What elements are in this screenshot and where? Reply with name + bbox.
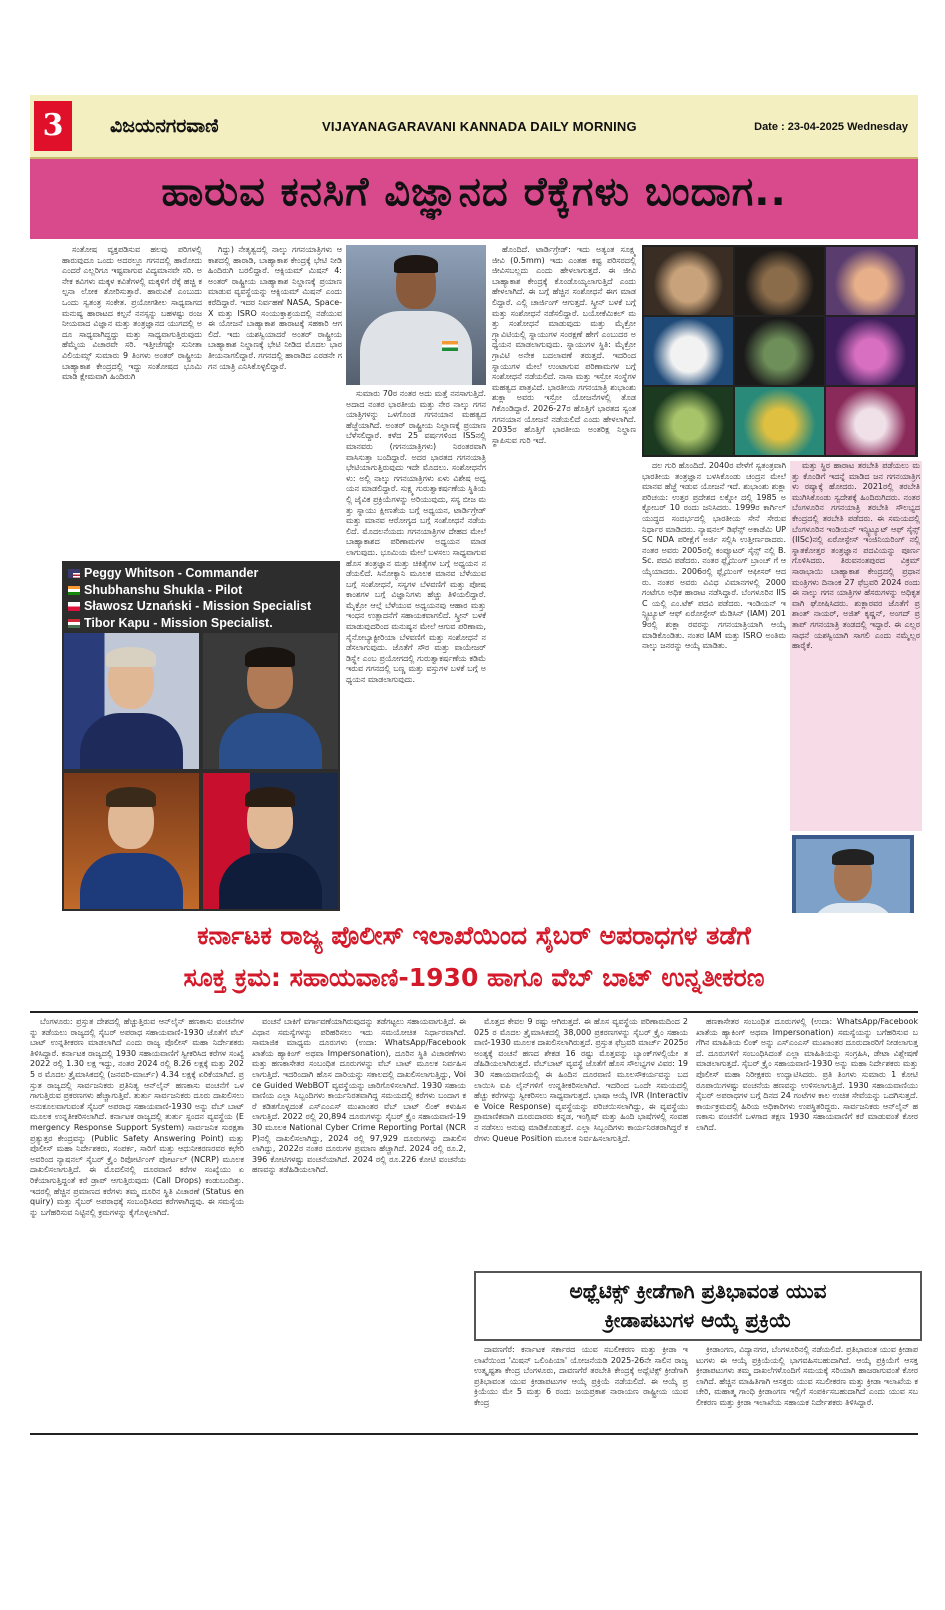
- story3-column-2: [696, 1345, 918, 1429]
- hungary-flag-icon: [68, 619, 80, 628]
- brand-english: VIJAYANAGARAVANI KANNADA DAILY MORNING: [322, 119, 637, 134]
- astronaut-photo: [346, 245, 486, 385]
- crew-photo-kapu: [203, 773, 338, 909]
- tardigrade-image: [735, 387, 824, 455]
- story1-col4-text: ಹೊಂದಿದೆ. ಟಾರ್ಡಿಗ್ರೇಡ್: ಇದು ಅತ್ಯಂತ ಸೂಕ್ಷ್ಮ ಜೀವಿ (0.5mm) ಇದು ಎಂತಹ ಕಷ್ಟ ಪರಿಸರದಲ್ಲಿ ಜೀವಿಸಬಲ್ಲದು ಎಂದು ಹೇಳಲಾಗುತ್ತದೆ. ಈ ಜೀವಿ ಬಾಹ್ಯಾಕಾಶ ಕೇಂದ್ರಕ್ಕೆ ಕೊಂಡೊಯ್ಯಲಾಗುತ್ತಿದೆ ಎಂದು ಹೇಳಲಾಗಿದೆ. ಈ ಬಗ್ಗೆ ಹೆಚ್ಚಿನ ಸಂಶೋಧನೆ ಈಗ ಮಾಡಲಿದ್ದಾರೆ. ಎಲ್ಲಿ ಚಾರ್ಜಿಂಗ್ ಆಗುತ್ತದೆ. ಸ್ಕ್ರೀನ್ ಬಳಕೆ ಬಗ್ಗೆ ಮತ್ತು ಸಂಶೋಧನೆ ನಡೆಸಲಿದ್ದಾರೆ. ಬಯೋಕೆಮಿಕಲ್ ಮತ್ತು ಸಂಶೋಧನೆ ಮಾಡುವುದು ಮತ್ತು ಮೈಕ್ರೋ ಗ್ರ್ಯಾವಿಟಿಯಲ್ಲಿ ಸ್ನಾಯುಗಳ ಸಂರಕ್ಷಣೆ ಹೇಗೆ ಎಂಬುದರ ಅಧ್ಯಯನ ಮಾಡಲಾಗುವುದು. ಸ್ನಾಯುಗಳ ಸ್ಥಿತಿ: ಮೈಕ್ರೋ ಗ್ರಾವಿಟಿ ಅನೇಕ ಬದಲಾವಣೆ ತರುತ್ತದೆ. ಇದರಿಂದ ಸ್ನಾಯುಗಳ ಮೇಲೆ ಉಂಟಾಗುವ ಪರಿಣಾಮಗಳ ಬಗ್ಗೆ ಸಂಶೋಧನೆ ನಡೆಯಲಿದೆ. ನಾಸಾ ಮತ್ತು ಇಸ್ರೋ ಸಂಸ್ಥೆಗಳ ಮಹತ್ವದ ಪಾತ್ರವಿದೆ. ಭಾರತೀಯ ಗಗನಯಾತ್ರಿ ಶುಭಾಂಶು ಶುಕ್ಲಾ ಅವರು ಇಸ್ರೋ ಯೋಜನೆಗಳಲ್ಲಿ ತೊಡಗಿಕೊಂಡಿದ್ದಾರೆ. 2026-27ರ ಹೊತ್ತಿಗೆ ಭಾರತದ ಸ್ವಂತ ಗಗನಯಾನ ಯೋಜನೆ ನಡೆಯಲಿದೆ ಎಂದು ಹೇಳಲಾಗಿದೆ. 2035ರ ಹೊತ್ತಿಗೆ ಭಾರತೀಯ ಅಂತರಿಕ್ಷ ನಿಲ್ದಾಣ ಸ್ಥಾಪಿಸುವ ಗುರಿ ಇದೆ.: [492, 245, 636, 445]
- crew-photos: [64, 633, 338, 909]
- story2-col2-text: ವಂಚನೆ ಬಾಕಿಗೆ ವರ್ಗಾವಣೆಯಾಗಿರುವುದನ್ನು ತಡೆಗಟ್ಟಲು ಸಹಾಯವಾಗುತ್ತಿದೆ. ಈ ವಿಧಾನ ಸಮಸ್ಯೆಗಳನ್ನು ಪರಿಹರಿಸಲು ಇದು ಸಮಯೋಚಿತ ನಿರ್ಧಾರವಾಗಿದೆ. ಸಾಮಾಜಿಕ ಮಾಧ್ಯಮ ದೂರುಗಳು (ಉದಾ: WhatsApp/Facebook ಖಾತೆಯ ಹ್ಯಾಕಿಂಗ್ ಅಥವಾ Impersonation), ದೂರಿನ ಸ್ಥಿತಿ ವಿಚಾರಣೆಗಳು ಮತ್ತು ಹಣಕಾಸೇತರ ಸಂಬಂಧಿತ ದೂರುಗಳನ್ನು ವೆಬ್ ಬಾಟ್ ಮೂಲಕ ನಿರ್ವಹಿಸಲಾಗುತ್ತಿದೆ. ಇದರಿಂದಾಗಿ ಹೊಸ ದಾರಿಯನ್ನು ಸಕಾಲದಲ್ಲಿ ದಾಖಲಿಸಲಾಗುತ್ತಿದ್ದು, Voice Guided WebBOT ವ್ಯವಸ್ಥೆಯನ್ನು ಜಾರಿಗೊಳಿಸಲಾಗಿದೆ. 1930 ಸಹಾಯವಾಣಿಯ ಎಲ್ಲಾ ಸಿಬ್ಬಂದಿಗಳು ಕಾರ್ಯನಿರತವಾಗಿದ್ದ ಸಮಯದಲ್ಲಿ ಕರೆಗಳು ಬಂದಾಗ ಕರೆ ಕಡಿತಗೊಳ್ಳದಂತೆ ಎಸ್‌ಎಂಎಸ್ ಮುಖಾಂತರ ವೆಬ್ ಬಾಟ್ ಲಿಂಕ್ ಕಳುಹಿಸಲಾಗುತ್ತಿದೆ. 2022 ರಲ್ಲಿ 20,894 ದೂರುಗಳನ್ನು ಸೈಬರ್ ಕ್ರೈಂ ಸಹಾಯವಾಣಿ-1930 ಮೂಲಕ National Cyber Crime Reporting Portal (NCRP)ನಲ್ಲಿ ದಾಖಲಿಸಲಾಗಿದ್ದು, 2024 ರಲ್ಲಿ 97,929 ದೂರುಗಳನ್ನು ದಾಖಲಿಸಲಾಗಿದ್ದು, 2022ರ ನಂತರ ದೂರುಗಳ ಪ್ರಮಾಣ ಹೆಚ್ಚಾಗಿದೆ. 2024 ರಲ್ಲಿ ರೂ.2,396 ಕೋಟಿಗಳಷ್ಟು ವಂಚನೆಯಾಗಿದೆ. 2024 ರಲ್ಲಿ ರೂ.226 ಕೋಟಿ ವಂಚನೆಯ ಹಣವನ್ನು ತಡೆಹಿಡಿಯಲಾಗಿದೆ.: [252, 1017, 466, 1175]
- story1-col3-text: ಸುಮಾರು 70ರ ನಂತರ ಅದು ಮತ್ತೆ ನನಸಾಗುತ್ತಿದೆ. ಅದಾದ ನಂತರ ಭಾರತೀಯ ಮತ್ತು ನೇರ ನಾಲ್ಕು ಗಗನಯಾತ್ರಿಗಳನ್ನು ಒಳಗೊಂಡ ಗಗನಯಾನ ಮಹತ್ವದ ಹೆಜ್ಜೆಯಾಗಿದೆ. ಅಂತರ್ ರಾಷ್ಟ್ರೀಯ ನಿಲ್ದಾಣಕ್ಕೆ ಪ್ರಯಾಣ ಬೆಳೆಸಲಿದ್ದಾರೆ. ಕಳೆದ 25 ವರ್ಷಗಳಿಂದ ISSನಲ್ಲಿ ಮಾನವರು (ಗಗನಯಾತ್ರಿಗಳು) ನಿರಂತರವಾಗಿ ವಾಸಿಸುತ್ತಾ ಬಂದಿದ್ದಾರೆ. ಅದರ ಭಾರತದ ಗಗನಯಾತ್ರಿ ಭೇಟಿಯಾಗುತ್ತಿರುವುದು ಇದೇ ಮೊದಲು. ಸಂಶೋಧನೆಗಳು: ಅಲ್ಲಿ ನಾಲ್ಕು ಗಗನಯಾತ್ರಿಗಳು ಏಳು ವಿಶೇಷ ಅಧ್ಯಯನ ಮಾಡಲಿದ್ದಾರೆ. ಸುಕ್ಷ್ಮ ಗುರುತ್ವಾಕರ್ಷಣೆಯ ಸ್ಥಿತಿಯಲ್ಲಿ ಜೈವಿಕ ಪ್ರಕ್ರಿಯೆಗಳನ್ನು ಅರಿಯುವುದು, ಸಸ್ಯ ಬೀಜ ಮತ್ತು ಸ್ನಾಯು ಕ್ಷೀಣತೆಯ ಬಗ್ಗೆ ಅಧ್ಯಯನ, ಟಾರ್ಡಿಗ್ರೇಡ್ ಮತ್ತು ಮಾನವ ಆರೋಗ್ಯದ ಬಗ್ಗೆ ಸಂಶೋಧನೆ ನಡೆಯಲಿದೆ. ಮೊದಲನೆಯದು ಗಗನಯಾತ್ರಿಗಳ ದೇಹದ ಮೇಲೆ ಬಾಹ್ಯಾಕಾಶದ ಪರಿಣಾಮಗಳ ಅಧ್ಯಯನ ಮಾಡಲಾಗುವುದು. ಭೂಮಿಯ ಮೇಲೆ ಬಳಸಲು ಸಾಧ್ಯವಾಗುವ ಹೊಸ ತಂತ್ರಜ್ಞಾನ ಮತ್ತು ಚಿಕಿತ್ಸೆಗಳ ಬಗ್ಗೆ ಅಧ್ಯಯನ ನಡೆಯಲಿದೆ. ಸಿನೋಕ್ಯಾನಿ ಮೂಲಕ ಮಾನವ ಬೆಳೆಯುವ ಬಗ್ಗೆ ಸಂಶೋಧನೆ, ಸಸ್ಯಗಳ ಬೆಳವಣಿಗೆ ಮತ್ತು ಪೋಷಕಾಂಶಗಳ ಬಗ್ಗೆ ವಿಜ್ಞಾನಿಗಳು ಹೆಚ್ಚು ತಿಳಿಯಲಿದ್ದಾರೆ. ಮೈಕ್ರೋ ಆಲ್ಗೆ ಬೆಳೆಯುವ ಅಧ್ಯಯನವು ಆಹಾರ ಮತ್ತು ಇಂಧನ ಉತ್ಪಾದನೆಗೆ ಸಹಾಯಕವಾಗಲಿದೆ. ಸ್ಕ್ರೀನ್ ಬಳಕೆ ಮಾಡುವುದರಿಂದ ಮನುಷ್ಯನ ಮೇಲೆ ಆಗುವ ಪರಿಣಾಮ, ಸೈನೋಬ್ಯಾಕ್ಟೀರಿಯಾ ಬೆಳವಣಿಗೆ ಮತ್ತು ಸಂಶೋಧನೆ ನಡೆಸಲಾಗುವುದು. ಜೊತೆಗೆ ಸೌರ ಮತ್ತು ವಾಯೇಜರ್ ಡಿಸ್ಪ್ಲೇ ಎಂಬ ಪ್ರಯೋಗದಲ್ಲಿ ಗುರುತ್ವಾಕರ್ಷಣೆಯ ಕಡಿಮೆ ಇರುವ ಗಗನದಲ್ಲಿ ಬಣ್ಣ ಮತ್ತು ವಸ್ತುಗಳ ಬಳಕೆ ಬಗ್ಗೆ ಅಧ್ಯಯನ ಮಾಡಲಾಗುವುದು.: [346, 389, 486, 685]
- crew-item: Tibor Kapu - Mission Specialist.: [68, 615, 338, 632]
- story1-col1-text: ಸಂತೋಷ ವ್ಯಕ್ತಪಡಿಸುವ ಹಲವು ಪರಿಗಳಲ್ಲಿ ಹಾರುವುದೂ ಒಂದು ಅದರಲ್ಲೂ ಗಗನದಲ್ಲಿ ಹಾರೋದು ಎಂದರೆ ಎಲ್ಲರಿಗೂ ಇಷ್ಟವಾಗುವ ವಿದ್ಯಮಾನವೇ ಸರಿ. ಅನೇಕ ಕವಿಗಳು ಮಕ್ಕಳ ಕವಿತೆಗಳಲ್ಲಿ ಮಕ್ಕಳಿಗೆ ರೆಕ್ಕೆ ಹಚ್ಚಿ ಕಲ್ಪನಾ ಲೋಕ ತೋರಿಸುತ್ತಾರೆ. ಹಾರುವಿಕೆ ಎಂಬುದು ಒಂದು ಸ್ವತಂತ್ರ ಸಂಕೇತ. ಪ್ರಯೋಗಶೀಲ ಸಾಧ್ಯವಾಗದ ಮನುಷ್ಯ ಹಾರಾಟದ ಕಲ್ಪನೆ ನನಸ್ಸನ್ನು ಬಹಳಷ್ಟು ರಂಜನೀಯವಾದ ವಿಜ್ಞಾನ ಮತ್ತು ತಂತ್ರಜ್ಞಾನದ ಯುಗದಲ್ಲಿ ಅದೂ ಸಾಧ್ಯವಾಗಿದ್ದದ್ದು ಮತ್ತು ಸಾಧ್ಯವಾಗುತ್ತಿರುವುದು ಹೆಮ್ಮೆಯ ವಿಚಾರವೇ ಸರಿ. ಇತ್ತೀಚೆಗಷ್ಟೇ ಸುನೀತಾ ವಿಲಿಯಮ್ಸ್ ಸುಮಾರು 9 ತಿಂಗಳು ಅಂತರ್ ರಾಷ್ಟ್ರೀಯ ಬಾಹ್ಯಾಕಾಶ ಕೇಂದ್ರದಲ್ಲಿ ಇದ್ದು ಸಂತೋಷದ ಭೂಮಿ ಮಾಡಿ ಕ್ಷೇಮವಾಗಿ ಹಿಂದಿರುಗಿ: [62, 245, 202, 382]
- tardigrade-image: [826, 387, 915, 455]
- usa-flag-icon: [68, 569, 80, 578]
- story2-headline-block: [30, 913, 918, 1009]
- story3-column-1: [474, 1345, 688, 1429]
- poland-flag-icon: [68, 602, 80, 611]
- story3-col2-text: ಕ್ರೀಡಾಂಗಣ, ವಿದ್ಯಾನಗರ, ಬೆಂಗಳೂರಿನಲ್ಲಿ ನಡೆಯಲಿದೆ. ಪ್ರತಿಭಾವಂತ ಯುವ ಕ್ರೀಡಾಪಟುಗಳು ಈ ಆಯ್ಕೆ ಪ್ರಕ್ರಿಯೆಯಲ್ಲಿ ಭಾಗವಹಿಸಬಹುದಾಗಿದೆ. ಆಯ್ಕೆ ಪ್ರಕ್ರಿಯೆಗೆ ಆಸಕ್ತ ಕ್ರೀಡಾಪಟುಗಳು ತಮ್ಮ ದಾಖಲೆಗಳೊಂದಿಗೆ ಸಮಯಕ್ಕೆ ಸರಿಯಾಗಿ ಹಾಜರಾಗುವಂತೆ ಕೋರಲಾಗಿದೆ. ಹೆಚ್ಚಿನ ಮಾಹಿತಿಗಾಗಿ ಆಸಕ್ತರು ಯುವ ಸಬಲೀಕರಣ ಮತ್ತು ಕ್ರೀಡಾ ಇಲಾಖೆಯ ಕಚೇರಿ, ಮಹಾತ್ಮ ಗಾಂಧಿ ಕ್ರೀಡಾಂಗಣ ಇಲ್ಲಿಗೆ ಸಂಪರ್ಕಿಸಬಹುದಾಗಿದೆ ಎಂದು ಯುವ ಸಬಲೀಕರಣ ಮತ್ತು ಕ್ರೀಡಾ ಇಲಾಖೆಯ ಸಹಾಯಕ ನಿರ್ದೇಶಕರು ತಿಳಿಸಿದ್ದಾರೆ.: [696, 1345, 918, 1407]
- edition-date: Date : 23-04-2025 Wednesday: [754, 121, 908, 133]
- story1-col5-text: ದಲ ಗುರಿ ಹೊಂದಿದೆ. 2040ರ ವೇಳೆಗೆ ಸ್ವತಂತ್ರವಾಗಿ ಭಾರತೀಯ ತಂತ್ರಜ್ಞಾನ ಬಳಸಿಕೊಂಡು ಚಂದ್ರನ ಮೇಲೆ ಮಾನವ ಹೆಜ್ಜೆ ಇಡುವ ಯೋಜನೆ ಇದೆ. ಶುಭಾಂಶು ಶುಕ್ಲಾ ಪರಿಚಯ: ಉತ್ತರ ಪ್ರದೇಶದ ಲಕ್ನೋ ದಲ್ಲಿ 1985 ಅಕ್ಟೋಬರ್ 10 ರಂದು ಜನಿಸಿದರು. 1999ರ ಕಾರ್ಗಿಲ್ ಯುದ್ಧದ ಸಂದರ್ಭದಲ್ಲಿ ಭಾರತೀಯ ಸೇನೆ ಸೇರುವ ನಿರ್ಧಾರ ಮಾಡಿದರು. ನ್ಯಾಷನಲ್ ಡಿಫೆನ್ಸ್ ಅಕಾಡೆಮಿ UPSC NDA ಪರೀಕ್ಷೆಗೆ ಅರ್ಜಿ ಸಲ್ಲಿಸಿ ಉತ್ತೀರ್ಣರಾದರು. ನಂತರ ಅವರು 2005ರಲ್ಲಿ ಕಂಪ್ಯೂಟರ್ ಸೈನ್ಸ್ ನಲ್ಲಿ B.Sc. ಪದವಿ ಪಡೆದರು. ನಂತರ ಫ್ಲೈಯಿಂಗ್ ಬ್ರಾಂಚ್ ಗೆ ಆಯ್ಕೆಯಾದರು. 2006ರಲ್ಲಿ ಫ್ಲೈಯಿಂಗ್ ಆಫೀಸರ್ ಆದರು. ನಂತರ ಅವರು ವಿವಿಧ ವಿಮಾನಗಳಲ್ಲಿ 2000ಗಂಟೆಗೂ ಅಧಿಕ ಹಾರಾಟ ನಡೆಸಿದ್ದಾರೆ. ಬೆಂಗಳೂರಿನ IISC ಯಲ್ಲಿ ಎಂ.ಟೆಕ್ ಪದವಿ ಪಡೆದರು. ಇಂಡಿಯನ್ ಇನ್ಸ್ಟಿಟ್ಯೂಟ್ ಆಫ್ ಏರೋಸ್ಪೇಸ್ ಮೆಡಿಸಿನ್ (IAM) 2019ರಲ್ಲಿ ಶುಕ್ಲಾ ರವರನ್ನು ಗಗನಯಾತ್ರಿಯಾಗಿ ಆಯ್ಕೆ ಮಾಡಿಕೊಂಡಿತು. ನಂತರ IAM ಮತ್ತು ISRO ಅಂತಿಮ ನಾಲ್ಕು ಜನರನ್ನು ಆಯ್ಕೆ ಮಾಡಿತು.: [642, 461, 786, 651]
- story2-col1-text: ಬೆಂಗಳೂರು: ಪ್ರಸ್ತುತ ದೇಶದಲ್ಲಿ ಹೆಚ್ಚುತ್ತಿರುವ ಆನ್‌ಲೈನ್ ಹಣಕಾಸು ವಂಚನೆಗಳನ್ನು ತಡೆಯಲು ರಾಜ್ಯದಲ್ಲಿ ಸೈಬರ್ ಅಪರಾಧ ಸಹಾಯವಾಣಿ-1930 ಜೊತೆಗೆ ವೆಬ್ ಬಾಟ್ ಉನ್ನತೀಕರಣ ಮಾಡಲಾಗಿದೆ ಎಂದು ರಾಜ್ಯ ಪೊಲೀಸ್ ಮಹಾ ನಿರ್ದೇಶಕರು ತಿಳಿಸಿದ್ದಾರೆ. ಕರ್ನಾಟಕ ರಾಜ್ಯದಲ್ಲಿ 1930 ಸಹಾಯವಾಣಿಗೆ ಸ್ವೀಕರಿಸಿದ ಕರೆಗಳ ಸಂಖ್ಯೆ 2022 ರಲ್ಲಿ 1.30 ಲಕ್ಷ ಇದ್ದು, ನಂತರ 2024 ರಲ್ಲಿ 8.26 ಲಕ್ಷಕ್ಕೆ ಮತ್ತು 2025 ರ ಮೊದಲ ತ್ರೈಮಾಸಿಕದಲ್ಲಿ (ಜನವರಿ-ಮಾರ್ಚ್) 4.34 ಲಕ್ಷಕ್ಕೆ ಏರಿಕೆಯಾಗಿದೆ. ಪ್ರಸ್ತುತ ರಾಜ್ಯದಲ್ಲಿ ಸಾರ್ವಜನಿಕರು ಪ್ರತಿನಿತ್ಯ ಆನ್‌ಲೈನ್ ಹಣಕಾಸು ವಂಚನೆಗೆ ಒಳಗಾಗುತ್ತಿರುವ ಪ್ರಕರಣಗಳು ಹೆಚ್ಚಾಗುತ್ತಿವೆ. ತುರ್ತು ಸಾರ್ವಜನಿಕರು ದೂರು ದಾಖಲಿಸಲು ಅನುಕೂಲವಾಗುವಂತೆ ಸೈಬರ್ ಅಪರಾಧ ಸಹಾಯವಾಣಿ-1930 ಅನ್ನು ವೆಬ್ ಬಾಟ್ ಮೂಲಕ ಉನ್ನತೀಕರಿಸಲಾಗಿದೆ. ಕರ್ನಾಟಕ ರಾಜ್ಯದಲ್ಲಿ ತುರ್ತು ಸ್ಪಂದನ ವ್ಯವಸ್ಥೆಯ (Emergency Response Support System) ಸಾರ್ವಜನಿಕ ಸುರಕ್ಷತಾ ಪ್ರತ್ಯುತ್ತರ ಕೇಂದ್ರವನ್ನು (Public Safety Answering Point) ಮತ್ತು ಪೊಲೀಸ್ ಮಹಾ ನಿರ್ದೇಶಕರು, ಸಂಪರ್ಕ, ಸಾರಿಗೆ ಮತ್ತು ಆಧುನೀಕರಣರವರ ಕಛೇರಿ ಅವರಿಂದ ನ್ಯಾಷನಲ್ ಸೈಬರ್ ಕ್ರೈಂ ರಿಪೋರ್ಟಿಂಗ್ ಪೋರ್ಟಲ್ (NCRP) ಮೂಲಕ ದಾಖಲಿಸಲಾಗುತ್ತಿದೆ. ಈ ಮೊದಲಿನಲ್ಲಿ ದೂರವಾಣಿ ಕರೆಗಳ ಸಂಖ್ಯೆಯು ಏರಿಕೆಯಾಗುತ್ತಿದ್ದಂತೆ ಕರೆ ಡ್ರಾಪ್ ಆಗುತ್ತಿರುವುದು (Call Drops) ಕಂಡುಬಂದಿತ್ತು. ಇದರಲ್ಲಿ ಹೆಚ್ಚಿನ ಪ್ರಮಾಣದ ಕರೆಗಳು ತಮ್ಮ ದೂರಿನ ಸ್ಥಿತಿ ವಿಚಾರಣೆ (Status enquiry) ಮತ್ತು ಸೈಬರ್ ಅಪರಾಧಕ್ಕೆ ಸಂಬಂಧಿಸಿರದ ಕರೆಗಳಾಗಿದ್ದವು. ಈ ಸಮಸ್ಯೆಯನ್ನು ಬಗೆಹರಿಸುವ ನಿಟ್ಟಿನಲ್ಲಿ ಕ್ರಮಗಳನ್ನು ಕೈಗೊಳ್ಳಲಾಗಿದೆ.: [30, 1017, 244, 1217]
- story1-column-4: [492, 245, 636, 909]
- story1-col6-text: ಮತ್ತು ಸ್ಥಿರ ಹಾರಾಟ ತರಬೇತಿ ಪಡೆಯಲು ಮತ್ತು ಕೊಂಡಿಗೆ ಇದನ್ನೆ ಮಾಡಿದ ಜನ ಗಗನಯಾತ್ರಿಗಳು ರಷ್ಯಾಕ್ಕೆ ಹೋದರು. 2021ರಲ್ಲಿ ತರಬೇತಿ ಮುಗಿಸಿಕೊಂಡು ಸ್ವದೇಶಕ್ಕೆ ಹಿಂದಿರುಗಿದರು. ನಂತರ ಬೆಂಗಳೂರಿನ ಗಗನಯಾತ್ರಿ ತರಬೇತಿ ಸೌಲಭ್ಯದ ಕೇಂದ್ರದಲ್ಲಿ ತರಬೇತಿ ಪಡೆದರು. ಈ ಸಮಯದಲ್ಲಿ ಬೆಂಗಳೂರಿನ ಇಂಡಿಯನ್ ಇನ್ಸ್ಟಿಟ್ಯೂಟ್ ಆಫ್ ಸೈನ್ಸ್ (IISc)ನಲ್ಲಿ ಏರೋಸ್ಪೇಸ್ ಇಂಜಿನಿಯರಿಂಗ್ ನಲ್ಲಿ ಸ್ನಾತಕೋತ್ತರ ತಂತ್ರಜ್ಞಾನ ಪದವಿಯನ್ನು ಪೂರ್ಣಗೊಳಿಸಿದರು. ತಿರುವನಂತಪುರದ ವಿಕ್ರಮ್ ಸಾರಾಭಾಯಿ ಬಾಹ್ಯಾಕಾಶ ಕೇಂದ್ರದಲ್ಲಿ ಪ್ರಧಾನ ಮಂತ್ರಿಗಳು ದಿನಾಂಕ 27 ಫೆಬ್ರವರಿ 2024 ರಂದು ಈ ನಾಲ್ಕು ಗಗನ ಯಾತ್ರಿಗಳ ಹೆಸರುಗಳನ್ನು ಅಧಿಕೃತವಾಗಿ ಘೋಷಿಸಿದರು. ಶುಕ್ಲಾರವರ ಜೊತೆಗೆ ಪ್ರಶಾಂತ್ ನಾಯರ್, ಅಜಿತ್ ಕೃಷ್ಣನ್, ಅಂಗದ್ ಪ್ರತಾಪ್ ಗಗನಯಾತ್ರಿ ತಂಡದಲ್ಲಿ ಇದ್ದಾರೆ. ಈ ಎಲ್ಲರ ಸಾಧನೆ ಯಶಸ್ವಿಯಾಗಿ ಸಾಗಲಿ ಎಂದು ನಮ್ಮೆಲ್ಲರ ಹಾರೈಕೆ.: [792, 461, 920, 651]
- page-number: 3: [34, 101, 72, 151]
- story1-col2-text: ಗಿದ್ದು) ನೇತೃತ್ವದಲ್ಲಿ ನಾಲ್ಕು ಗಗನಯಾತ್ರಿಗಳು ಆಕಾಶದಲ್ಲಿ ಹಾರಾಡಿ, ಬಾಹ್ಯಾಕಾಶ ಕೇಂದ್ರಕ್ಕೆ ಭೇಟಿ ನೀಡಿ ಹಿಂದಿರುಗಿ ಬರಲಿದ್ದಾರೆ. ಆಕ್ಸಿಯಮ್ ಮಿಷನ್ 4: ಅಂತರ್ ರಾಷ್ಟ್ರೀಯ ಬಾಹ್ಯಾಕಾಶ ನಿಲ್ದಾಣಕ್ಕೆ ಪ್ರಯಾಣ ಮಾಡುವ ವ್ಯವಸ್ಥೆಯನ್ನು ಆಕ್ಸಿಯಮ್ ಮಿಷನ್ ಎಂದು ಕರೆದಿದ್ದಾರೆ. ಇದರ ನಿರ್ವಹಣೆ NASA, Space-X ಮತ್ತು ISRO ಸಂಯುಕ್ತಾಶ್ರಯದಲ್ಲಿ ನಡೆಯುವ ಈ ಯೋಜನೆ ಬಾಹ್ಯಾಕಾಶ ಹಾರಾಟಕ್ಕೆ ಸಹಕಾರಿ ಆಗಲಿದೆ. ಇದು ಯಶಸ್ವಿಯಾದರೆ ಅಂತರ್ ರಾಷ್ಟ್ರೀಯ ಬಾಹ್ಯಾಕಾಶ ನಿಲ್ದಾಣಕ್ಕೆ ಭೇಟಿ ನೀಡಿದ ಮೊದಲ ಭಾರತೀಯನಾಗಲಿದ್ದಾರೆ. ಗಗನದಲ್ಲಿ ಹಾರಾಡಿದ ಎರಡನೇ ಗಗನ ಯಾತ್ರಿ ಎನಿಸಿಕೊಳ್ಳಲಿದ್ದಾರೆ.: [208, 245, 342, 371]
- crew-photo-whitson: [64, 633, 199, 769]
- story1-column-5: [642, 461, 786, 909]
- tardigrade-image: [644, 247, 733, 315]
- story2-col4-text: ಹಣಕಾಸೇತರ ಸಂಬಂಧಿತ ದೂರುಗಳಲ್ಲಿ (ಉದಾ: WhatsApp/Facebook ಖಾತೆಯ ಹ್ಯಾಕಿಂಗ್ ಅಥವಾ Impersonation) ಸಮಸ್ಯೆಯನ್ನು ಬಗೆಹರಿಸುವ ಬಗೆಗಿನ ಮಾಹಿತಿಯ ಲಿಂಕ್ ಅನ್ನು ಎಸ್‌ಎಂಎಸ್ ಮುಖಾಂತರ ದೂರುದಾರರಿಗೆ ನೀಡಲಾಗುತ್ತದೆ. ದೂರುಗಳಿಗೆ ಸಂಬಂಧಿಸಿದಂತೆ ಎಲ್ಲಾ ಮಾಹಿತಿಯನ್ನು ಸಂಗ್ರಹಿಸಿ, ಡೇಟಾ ವಿಶ್ಲೇಷಣೆ ಮಾಡಲಾಗುತ್ತದೆ. ಸೈಬರ್ ಕ್ರೈಂ ಸಹಾಯವಾಣಿ-1930 ಅನ್ನು ಮಹಾ ನಿರ್ದೇಶಕರು ಮತ್ತು ಪೊಲೀಸ್ ಮಹಾ ನಿರೀಕ್ಷಕರು ಉದ್ಘಾಟಿಸಿದರು. ಪ್ರತಿ ತಿಂಗಳು ಸುಮಾರು 1 ಕೋಟಿ ರೂಪಾಯಿಗಳಷ್ಟು ವಂಚನೆಯ ಹಣವನ್ನು ಉಳಿಸಲಾಗುತ್ತಿದೆ. 1930 ಸಹಾಯವಾಣಿಯು ಸೈಬರ್ ಅಪರಾಧಗಳ ಬಗ್ಗೆ ದಿನದ 24 ಗಂಟೆಗಳ ಕಾಲ ಉಚಿತ ಸೇವೆಯನ್ನು ಒದಗಿಸುತ್ತದೆ. ಕಾರ್ಯಕ್ರಮದಲ್ಲಿ ಹಿರಿಯ ಅಧಿಕಾರಿಗಳು ಉಪಸ್ಥಿತರಿದ್ದರು. ಸಾರ್ವಜನಿಕರು ಆನ್‌ಲೈನ್ ಹಣಕಾಸು ವಂಚನೆಗೆ ಒಳಗಾದ ತಕ್ಷಣ 1930 ಸಹಾಯವಾಣಿಗೆ ಕರೆ ಮಾಡುವಂತೆ ಕೋರಲಾಗಿದೆ.: [696, 1017, 918, 1132]
- tardigrade-image: [735, 317, 824, 385]
- story2-column-1: [30, 1017, 244, 1429]
- lead-headline-band: [30, 159, 918, 239]
- story3-headline-box: [474, 1271, 922, 1341]
- story1-column-2: [208, 245, 342, 557]
- india-flag-icon: [68, 586, 80, 595]
- bottom-rule: [30, 1433, 918, 1435]
- newspaper-page: [30, 95, 918, 1515]
- story1-column-6: [790, 461, 922, 831]
- story2-column-2: [252, 1017, 466, 1429]
- crew-list: [68, 565, 338, 631]
- crew-item: Peggy Whitson - Commander: [68, 565, 338, 582]
- tardigrade-photo-grid: [642, 245, 918, 457]
- story2-headline-line2: ಸೂಕ್ತ ಕ್ರಮ: ಸಹಾಯವಾಣಿ-1930 ಹಾಗೂ ವೆಬ್ ಬಾಟ್ ಉನ್ನತೀಕರಣ: [183, 963, 765, 992]
- story2-column-3: [474, 1017, 688, 1267]
- story3-col1-text: ದಾವಣಗೆರೆ: ಕರ್ನಾಟಕ ಸರ್ಕಾರದ ಯುವ ಸಬಲೀಕರಣ ಮತ್ತು ಕ್ರೀಡಾ ಇಲಾಖೆಯಿಂದ 'ಮಿಷನ್ ಒಲಿಂಪಿಯಾ' ಯೋಜನೆಯಡಿ 2025-26ನೇ ಸಾಲಿನ ರಾಜ್ಯ ಉತ್ಕೃಷ್ಟತಾ ಕೇಂದ್ರ ಬೆಂಗಳೂರು, ದಾವಣಗೆರೆ ತರಬೇತಿ ಕೇಂದ್ರಕ್ಕೆ ಅಥ್ಲೆಟಿಕ್ಸ್ ಕ್ರೀಡೆಗಾಗಿ ಪ್ರತಿಭಾವಂತ ಯುವ ಕ್ರೀಡಾಪಟುಗಳ ಆಯ್ಕೆ ಪ್ರಕ್ರಿಯೆ ನಡೆಯಲಿದೆ. ಈ ಆಯ್ಕೆ ಪ್ರಕ್ರಿಯೆಯು ಮೇ 5 ಮತ್ತು 6 ರಂದು ಜಯಪ್ರಕಾಶ ನಾರಾಯಣ ರಾಷ್ಟ್ರೀಯ ಯುವ ಕೇಂದ್ರ: [474, 1345, 688, 1407]
- tardigrade-image: [735, 247, 824, 315]
- tardigrade-image: [826, 247, 915, 315]
- story3-headline-line1: ಅಥ್ಲೆಟಿಕ್ಸ್ ಕ್ರೀಡೆಗಾಗಿ ಪ್ರತಿಭಾವಂತ ಯುವ: [569, 1279, 827, 1303]
- tardigrade-image: [644, 387, 733, 455]
- india-flag-patch-icon: [442, 341, 458, 351]
- masthead: [30, 95, 918, 159]
- crew-photo-shukla: [203, 633, 338, 769]
- story2-col3-text: ಮೊತ್ತದ ಕೇವಲ 9 ರಷ್ಟು ಆಗಿರುತ್ತದೆ. ಈ ಹೊಸ ವ್ಯವಸ್ಥೆಯ ಪರಿಣಾಮದಿಂದ 2025 ರ ಮೊದಲ ತ್ರೈಮಾಸಿಕದಲ್ಲಿ 38,000 ಪ್ರಕರಣಗಳನ್ನು ಸೈಬರ್ ಕ್ರೈಂ ಸಹಾಯವಾಣಿ-1930 ಮೂಲಕ ದಾಖಲಿಸಲಾಗಿರುತ್ತದೆ. ಪ್ರಸ್ತುತ ಫೆಬ್ರವರಿ ಮಾರ್ಚ್ 2025ರ ಅಂತ್ಯಕ್ಕೆ ವಂಚನೆ ಹಣದ ಶೇಕಡ 16 ರಷ್ಟು ಮೊತ್ತವನ್ನು ಬ್ಯಾಂಕ್‌ಗಳಲ್ಲಿಯೇ ತಡೆಹಿಡಿಯಲಾಗಿರುತ್ತದೆ. ವೆಬ್‌ಬಾಟ್ ವ್ಯವಸ್ಥೆ ಜೊತೆಗೆ ಹೊಸ ಸೌಲಭ್ಯಗಳ ವಿವರ: 1930 ಸಹಾಯವಾಣಿಯಲ್ಲಿ ಈ ಹಿಂದಿನ ದೂರವಾಣಿ ಮೂಲಸೌಕರ್ಯವನ್ನು ಬದಲಾಯಿಸಿ ಐಪಿ ಲೈನ್‌ಗಳಿಗೆ ಉನ್ನತೀಕರಿಸಲಾಗಿದೆ. ಇದರಿಂದ ಒಂದೇ ಸಮಯದಲ್ಲಿ ಹೆಚ್ಚು ಕರೆಗಳನ್ನು ಸ್ವೀಕರಿಸಲು ಸಾಧ್ಯವಾಗುತ್ತದೆ. ಭಾಷಾ ಆಯ್ಕೆ IVR (Interactive Voice Response) ವ್ಯವಸ್ಥೆಯನ್ನು ಪರಿಚಯಿಸಲಾಗಿದ್ದು, ಈ ವ್ಯವಸ್ಥೆಯು ಪ್ರಾಮಾಣಿಕವಾಗಿ ದೂರುದಾರರು ಕನ್ನಡ, ಇಂಗ್ಲಿಷ್ ಮತ್ತು ಹಿಂದಿ ಭಾಷೆಗಳಲ್ಲಿ ಸಂವಹನ ನಡೆಸಲು ಅನುವು ಮಾಡಿಕೊಡುತ್ತದೆ. ಎಲ್ಲಾ ಸಿಬ್ಬಂದಿಗಳು ಕಾರ್ಯನಿರತರಾಗಿದ್ದರೆ ಕರೆಗಳು Queue Position ಮೂಲಕ ನಿರ್ವಹಿಸಲಾಗುತ್ತಿದೆ.: [474, 1017, 688, 1143]
- crew-box: [62, 561, 340, 911]
- tardigrade-image: [826, 317, 915, 385]
- crew-photo-uznanski: [64, 773, 199, 909]
- divider: [30, 1011, 918, 1013]
- story3-headline-line2: ಕ್ರೀಡಾಪಟುಗಳ ಆಯ್ಕೆ ಪ್ರಕ್ರಿಯೆ: [604, 1308, 792, 1332]
- tardigrade-image: [644, 317, 733, 385]
- brand-kannada: ವಿಜಯನಗರವಾಣಿ: [110, 115, 219, 137]
- story2-headline-line1: ಕರ್ನಾಟಕ ರಾಜ್ಯ ಪೊಲೀಸ್ ಇಲಾಖೆಯಿಂದ ಸೈಬರ್ ಅಪರಾಧಗಳ ತಡೆಗೆ: [197, 921, 751, 950]
- story1-column-3: [346, 389, 486, 909]
- crew-item: Shubhanshu Shukla - Pilot: [68, 582, 338, 599]
- story1-column-1: [62, 245, 202, 557]
- lead-headline: ಹಾರುವ ಕನಸಿಗೆ ವಿಜ್ಞಾನದ ರೆಕ್ಕೆಗಳು ಬಂದಾಗ..: [161, 169, 787, 215]
- crew-item: Sławosz Uznański - Mission Specialist: [68, 598, 338, 615]
- story2-column-4: [696, 1017, 918, 1267]
